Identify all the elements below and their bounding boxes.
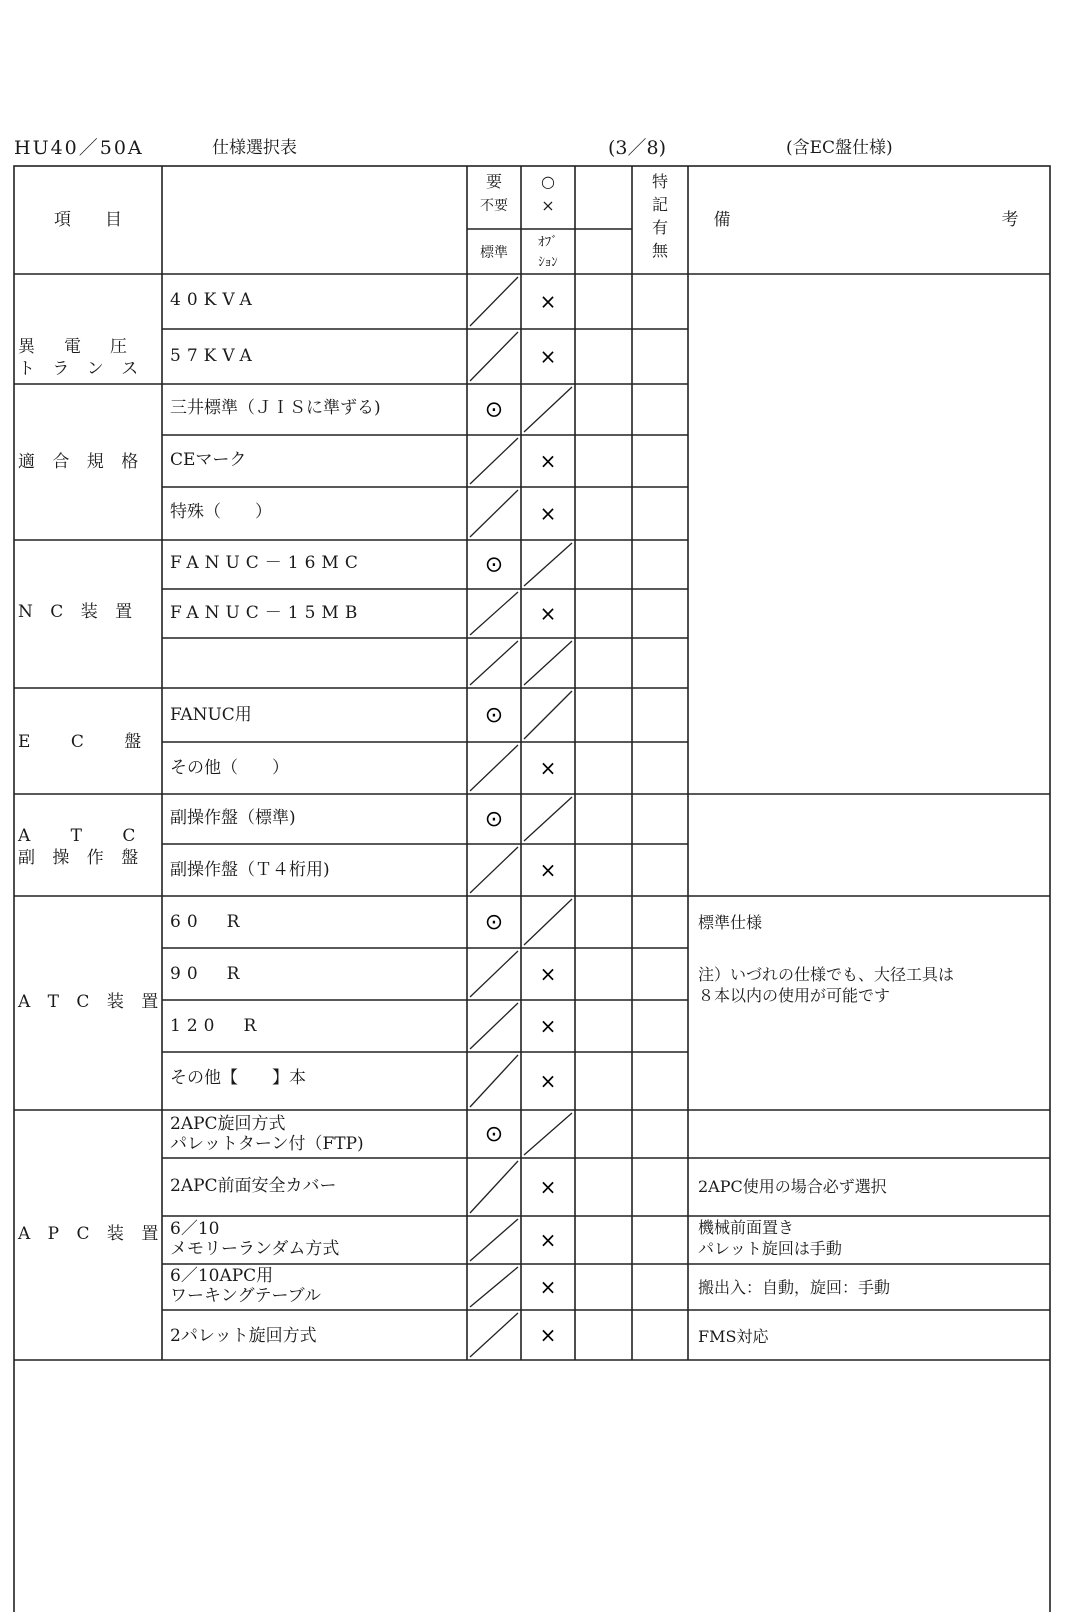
- cell-slash: [470, 847, 518, 893]
- group-label: N C 装 置: [18, 602, 139, 622]
- cell-slash: [470, 1267, 518, 1307]
- spec-cell: ワーキングテーブル: [170, 1286, 321, 1306]
- cell-slash: [524, 387, 572, 432]
- cell-slash: [470, 1161, 518, 1213]
- option-mark: ×: [539, 756, 557, 780]
- option-mark: ×: [539, 601, 557, 626]
- spec-cell: 特殊（ ）: [170, 502, 272, 522]
- col-special-4: 無: [651, 241, 668, 260]
- spec-cell: 2APC前面安全カバー: [170, 1176, 337, 1196]
- spec-cell: 副操作盤（標準): [170, 808, 296, 828]
- option-mark: ×: [539, 449, 557, 473]
- spec-cell: 三井標準（ＪＩＳに準ずる): [170, 398, 381, 418]
- model-number: HU40／50A: [14, 137, 144, 159]
- remark: 標準仕様: [698, 913, 763, 932]
- spec-cell: 副操作盤（Ｔ４桁用): [170, 860, 330, 880]
- remark: FMS対応: [698, 1327, 769, 1346]
- cell-slash: [470, 745, 518, 791]
- col-item: 項 目: [54, 210, 122, 230]
- standard-mark: ⊙: [484, 910, 504, 935]
- cell-slash: [470, 1055, 518, 1107]
- spec-cell: 120 R: [170, 1016, 263, 1036]
- col-opt-b: ｼｮﾝ: [538, 255, 558, 270]
- cell-slash: [470, 1003, 518, 1049]
- col-opt-o: ○: [541, 172, 555, 191]
- remark: 注）いづれの仕様でも、大径工具は: [698, 965, 955, 984]
- spec-cell: 57KVA: [170, 346, 258, 366]
- cell-slash: [524, 899, 572, 945]
- col-req-mid: 不要: [480, 198, 508, 214]
- option-mark: ×: [539, 858, 557, 882]
- cell-slash: [470, 951, 518, 997]
- group-label: A P C 装 置: [18, 1224, 165, 1244]
- cell-slash: [524, 543, 572, 586]
- cell-slash: [470, 592, 518, 635]
- spec-cell: メモリーランダム方式: [170, 1239, 340, 1259]
- option-mark: ×: [539, 289, 557, 314]
- col-opt-a: ｵﾌﾞ: [538, 235, 558, 250]
- col-special-1: 特: [651, 172, 668, 191]
- standard-mark: ⊙: [484, 552, 504, 578]
- cell-slash: [470, 641, 518, 685]
- cell-slash: [470, 277, 518, 326]
- spec-cell: 90 R: [170, 964, 246, 984]
- option-mark: ×: [539, 1069, 557, 1093]
- col-opt-x: ×: [541, 196, 555, 215]
- spec-cell: 60 R: [170, 912, 246, 932]
- option-mark: ×: [539, 1275, 557, 1299]
- standard-mark: ⊙: [484, 1122, 504, 1147]
- cell-slash: [470, 438, 518, 484]
- option-mark: ×: [539, 1175, 557, 1199]
- group-label: 副 操 作 盤: [18, 848, 145, 868]
- sheet-title: 仕様選択表: [212, 138, 297, 158]
- remark: ８本以内の使用が可能です: [698, 986, 891, 1005]
- spec-cell: CEマーク: [170, 450, 247, 470]
- col-special-3: 有: [651, 218, 668, 237]
- cell-slash: [470, 1219, 518, 1261]
- cell-slash: [470, 490, 518, 537]
- group-label: 適 合 規 格: [18, 452, 145, 472]
- sheet-note: (含EC盤仕様): [786, 138, 893, 158]
- cell-slash: [524, 641, 572, 685]
- option-mark: ×: [539, 344, 557, 369]
- spec-cell: FANUC－16MC: [170, 553, 364, 573]
- group-label: E C 盤: [18, 732, 148, 752]
- col-special-2: 記: [651, 195, 668, 214]
- cell-slash: [524, 1113, 572, 1155]
- spec-cell: 6／10APC用: [170, 1266, 274, 1286]
- group-label: A T C: [18, 826, 142, 846]
- cell-slash: [524, 797, 572, 841]
- table-frame: [14, 166, 1050, 1612]
- spec-cell: 2APC旋回方式: [170, 1114, 286, 1134]
- group-label: ト ラ ン ス: [18, 359, 145, 379]
- page-number: (3／8): [608, 137, 667, 159]
- option-mark: ×: [539, 501, 557, 526]
- spec-cell: その他（ ）: [170, 758, 289, 778]
- remark: 機械前面置き: [698, 1218, 795, 1237]
- cell-slash: [470, 1313, 518, 1357]
- standard-mark: ⊙: [484, 807, 504, 832]
- col-std: 標準: [480, 245, 508, 261]
- col-remarks-b: 考: [1001, 210, 1019, 230]
- remark: 2APC使用の場合必ず選択: [698, 1177, 887, 1196]
- spec-cell: パレットターン付（FTP): [170, 1134, 364, 1154]
- option-mark: ×: [539, 962, 557, 986]
- spec-cell: FANUC－15MB: [170, 603, 364, 623]
- spec-cell: 40KVA: [170, 290, 258, 310]
- option-mark: ×: [539, 1323, 557, 1347]
- spec-cell: その他【 】本: [170, 1068, 306, 1088]
- remark: 搬出入：自動，旋回：手動: [698, 1278, 891, 1297]
- option-mark: ×: [539, 1014, 557, 1038]
- standard-mark: ⊙: [484, 397, 504, 423]
- spec-cell: 2パレット旋回方式: [170, 1326, 317, 1346]
- cell-slash: [524, 691, 572, 739]
- remark: パレット旋回は手動: [698, 1239, 842, 1258]
- spec-cell: 6／10: [170, 1219, 220, 1239]
- col-remarks-a: 備: [713, 210, 731, 230]
- group-label: A T C 装 置: [18, 992, 165, 1012]
- col-req-top: 要: [485, 172, 502, 191]
- option-mark: ×: [539, 1228, 557, 1252]
- standard-mark: ⊙: [484, 703, 504, 728]
- cell-slash: [470, 332, 518, 381]
- spec-cell: FANUC用: [170, 705, 252, 725]
- group-label: 異 電 圧: [18, 337, 133, 357]
